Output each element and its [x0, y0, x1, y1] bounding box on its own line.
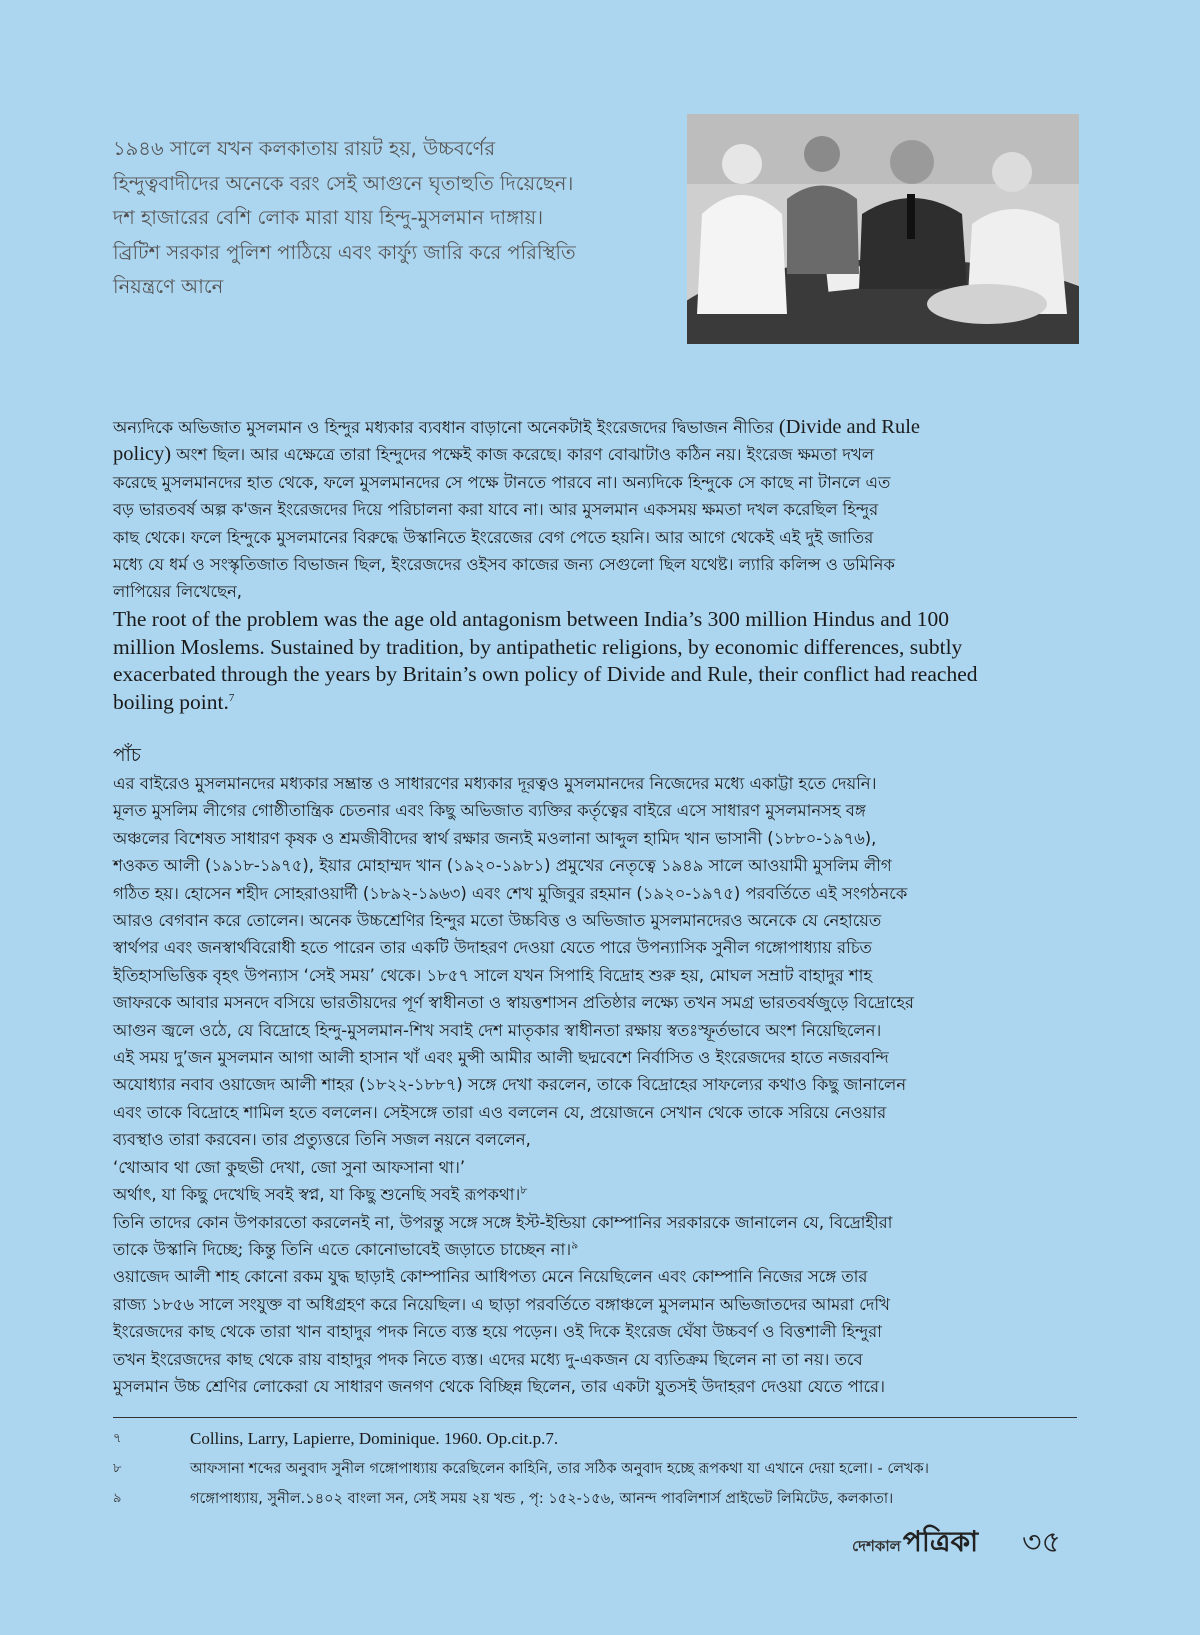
- text-line: এবং তাকে বিদ্রোহে শামিল হতে বললেন। সেইসঙ্গে তারা এও বললেন যে, প্রয়োজনে সেখান থেকে তাকে সরিয়ে নেওয়ার: [113, 1102, 887, 1122]
- footnote-number: ৭: [113, 1431, 122, 1446]
- text-line: এর বাইরেও মুসলমানদের মধ্যকার সম্ভ্রান্ত ও সাধারণের মধ্যকার দূরত্বও মুসলমানদের নিজেদের মধ্যে একাট্টা হতে দেয়নি।: [113, 774, 877, 793]
- text-line: এই সময় দু’জন মুসলমান আগা আলী হাসান খাঁ এবং মুন্সী আমীর আলী ছদ্মবেশে নির্বাসিত ও ইংরেজদের হাতে নজরবন্দি: [113, 1048, 889, 1068]
- paragraph-section-five: [113, 770, 1071, 1400]
- footnote-divider: [113, 1417, 1077, 1418]
- text-line: অর্থাৎ, যা কিছু দেখেছি সবই স্বপ্ন, যা কিছু শুনেছি সবই রূপকথা।: [113, 1185, 521, 1205]
- photo-caption: [113, 132, 673, 305]
- caption-line: ১৯৪৬ সালে যখন কলকাতায় রায়ট হয়, উচ্চবর্ণের: [113, 137, 496, 160]
- text-line: শওকত আলী (১৯১৮-১৯৭৫), ইয়ার মোহাম্মদ খান (১৯২০-১৯৮১) প্রমুখের নেতৃত্বে ১৯৪৯ সালে আওয়ামী মুসলিম লীগ: [113, 856, 892, 876]
- text-line: করেছে মুসলমানদের হাত থেকে, ফলে মুসলমানদের সে পক্ষে টানতে পারবে না। অন্যদিকে হিন্দুকে সে কাছে না টানলে এত: [113, 472, 891, 492]
- footnote-ref: ৮: [520, 1183, 528, 1197]
- text-line: বড় ভারতবর্ষ অল্প ক'জন ইংরেজদের দিয়ে পরিচালনা করা যাবে না। আর মুসলমান একসময় ক্ষমতা দখল করেছিল হিন্দুর: [113, 500, 879, 520]
- text-line: তিনি তাদের কোন উপকারতো করলেনই না, উপরন্তু সঙ্গে সঙ্গে ইস্ট-ইন্ডিয়া কোম্পানির সরকারকে জানালেন যে, বিদ্রোহীরা: [113, 1212, 893, 1232]
- historic-meeting-photo: [687, 114, 1079, 344]
- caption-line: নিয়ন্ত্রণে আনে: [113, 275, 224, 298]
- footnote-text: আফসানা শব্দের অনুবাদ সুনীল গঙ্গোপাধ্যায় করেছিলেন কাহিনি, তার সঠিক অনুবাদ হচ্ছে রূপকথা যা এখানে দেয়া হলো। - লেখক।: [190, 1461, 929, 1477]
- text-line: অঞ্চলের বিশেষত সাধারণ কৃষক ও শ্রমজীবীদের স্বার্থ রক্ষার জন্যই মওলানা আব্দুল হামিদ খান ভাসানী (১৮৮০-১৯৭৬),: [113, 828, 877, 848]
- text-line: অংশ ছিল। আর এক্ষেত্রে তারা হিন্দুদের পক্ষেই কাজ করেছে। কারণ বোঝাটাও কঠিন নয়। ইংরেজ ক্ষমতা দখল: [171, 445, 874, 465]
- text-line: ব্যবস্থাও তারা করবেন। তার প্রত্যুত্তরে তিনি সজল নয়নে বললেন,: [113, 1130, 531, 1150]
- text-line: মধ্যে যে ধর্ম ও সংস্কৃতিজাত বিভাজন ছিল, ইংরেজদের ওইসব কাজের জন্য সেগুলো ছিল যথেষ্ট। ল্যারি কলিন্স ও ডমিনিক: [113, 555, 895, 575]
- text-line: অযোধ্যার নবাব ওয়াজেদ আলী শাহর (১৮২২-১৮৮৭) সঙ্গে দেখা করলেন, তাকে বিদ্রোহের সাফল্যের কথাও কিছু জানালেন: [113, 1075, 907, 1095]
- text-line: ইতিহাসভিত্তিক বৃহৎ উপন্যাস ‘সেই সময়’ থেকে। ১৮৫৭ সালে যখন সিপাহি বিদ্রোহ শুরু হয়, মোঘল সম্রাট বাহাদুর শাহ: [113, 965, 872, 985]
- logo-big-text: পত্রিকা: [902, 1525, 979, 1558]
- inline-english: policy): [113, 443, 172, 466]
- text-line: ওয়াজেদ আলী শাহ কোনো রকম যুদ্ধ ছাড়াই কোম্পানির আধিপত্য মেনে নিয়েছিলেন এবং কোম্পানি নিজের সঙ্গে তার: [113, 1267, 868, 1287]
- english-quote: [113, 606, 1071, 716]
- logo-small-text: দেশকাল: [852, 1537, 901, 1555]
- footnote: [113, 1457, 1077, 1481]
- inline-english: (Divide and Rule: [778, 416, 921, 438]
- quote-line: boiling point.: [113, 689, 229, 714]
- footnote-ref: ৯: [571, 1238, 579, 1252]
- caption-line: ব্রিটিশ সরকার পুলিশ পাঠিয়ে এবং কার্ফ্যু জারি করে পরিস্থিতি: [113, 240, 576, 264]
- text-line: স্বার্থপর এবং জনস্বার্থবিরোধী হতে পারেন তার একটি উদাহরণ দেওয়া যেতে পারে উপন্যাসিক সুনীল গঙ্গোপাধ্যায় রচিত: [113, 938, 872, 958]
- text-line: রাজ্য ১৮৫৬ সালে সংযুক্ত বা অধিগ্রহণ করে নিয়েছিল। এ ছাড়া পরবর্তিতে বঙ্গাঞ্চলে মুসলমান অভিজাতদের আমরা দেখি: [113, 1294, 890, 1314]
- text-line: তখন ইংরেজদের কাছ থেকে রায় বাহাদুর পদক নিতে ব্যস্ত। এদের মধ্যে দু-একজন যে ব্যতিক্রম ছিলেন না তা নয়। তবে: [113, 1349, 863, 1369]
- text-line: অন্যদিকে অভিজাত মুসলমান ও হিন্দুর মধ্যকার ব্যবধান বাড়ানো অনেকটাই ইংরেজদের দ্বিভাজন নীতির: [113, 418, 774, 437]
- text-line: জাফরকে আবার মসনদে বসিয়ে ভারতীয়দের পূর্ণ স্বাধীনতা ও স্বায়ত্তশাসন প্রতিষ্ঠার লক্ষ্যে তখন সমগ্র ভারতবর্ষজুড়ে বিদ্রোহের: [113, 993, 914, 1013]
- footnote-text: Collins, Larry, Lapierre, Dominique. 1960. Op.cit.p.7.: [190, 1429, 559, 1448]
- text-line: আরও বেগবান করে তোলেন। অনেক উচ্চশ্রেণির হিন্দুর মতো উচ্চবিত্ত ও অভিজাত মুসলমানদেরও অনেকে যে নেহায়েত: [113, 911, 882, 931]
- text-line: আগুন জ্বলে ওঠে, যে বিদ্রোহে হিন্দু-মুসলমান-শিখ সবাই দেশ মাতৃকার স্বাধীনতা রক্ষায় স্বতঃস্ফূর্তভাবে অংশ নিয়েছিলেন।: [113, 1020, 882, 1040]
- quote-line: exacerbated through the years by Britain’s own policy of Divide and Rule, their conflict had reached: [113, 662, 978, 687]
- caption-line: দশ হাজারের বেশি লোক মারা যায় হিন্দু-মুসলমান দাঙ্গায়।: [113, 206, 544, 229]
- quote-line: million Moslems. Sustained by tradition, by antipathetic religions, by economic differences, subtly: [113, 634, 963, 659]
- caption-line: হিন্দুত্ববাদীদের অনেকে বরং সেই আগুনে ঘৃতাহুতি দিয়েছেন।: [113, 171, 574, 195]
- footnote-number: ৮: [113, 1461, 122, 1476]
- text-line: গঠিত হয়। হোসেন শহীদ সোহরাওয়ার্দী (১৮৯২-১৯৬৩) এবং শেখ মুজিবুর রহমান (১৯২০-১৯৭৫) পরবর্তিতে এই সংগঠনকে: [113, 883, 908, 903]
- paragraph-divide-and-rule: [113, 414, 1071, 606]
- footnote-number: ৯: [113, 1491, 122, 1506]
- text-line: কাছ থেকে। ফলে হিন্দুকে মুসলমানের বিরুদ্ধে উস্কানিতে ইংরেজের বেগ পেতে হয়নি। আর আগে থেকেই এই দুই জাতির: [113, 527, 874, 547]
- page-number: ৩৫: [1022, 1525, 1061, 1560]
- footnote: [113, 1427, 1077, 1451]
- text-line: মূলত মুসলিম লীগের গোষ্ঠীতান্ত্রিক চেতনার এবং কিছু অভিজাত ব্যক্তির কর্তৃত্বের বাইরে এসে সাধারণ মুসলমানসহ বঙ্গ: [113, 801, 866, 821]
- text-line: ইংরেজদের কাছ থেকে তারা খান বাহাদুর পদক নিতে ব্যস্ত হয়ে পড়েন। ওই দিকে ইংরেজ ঘেঁষা উচ্চবর্ণ ও বিত্তশালী হিন্দুরা: [113, 1322, 882, 1342]
- urdu-verse-line: ‘খোআব থা জো কুছভী দেখা, জো সুনা আফসানা থা।’: [113, 1157, 466, 1177]
- text-line: লাপিয়ের লিখেছেন,: [113, 582, 243, 602]
- text-line: মুসলমান উচ্চ শ্রেণির লোকেরা যে সাধারণ জনগণ থেকে বিচ্ছিন্ন ছিলেন, তার একটা যুতসই উদাহরণ দেওয়া যেতে পারে।: [113, 1376, 885, 1396]
- footnote: [113, 1487, 1077, 1511]
- magazine-logo: [852, 1520, 978, 1562]
- section-heading: পাঁচ: [113, 745, 141, 766]
- quote-line: The root of the problem was the age old antagonism between India’s 300 million Hindus and 100: [113, 607, 949, 631]
- footnote-ref: 7: [228, 691, 235, 704]
- footnote-text: গঙ্গোপাধ্যায়, সুনীল.১৪০২ বাংলা সন, সেই সময় ২য় খন্ড , পৃ: ১৫২-১৫৬, আনন্দ পাবলিশার্স প্রাইভেট লিমিটেড, কলকাতা।: [190, 1491, 894, 1507]
- text-line: তাকে উস্কানি দিচ্ছে; কিন্তু তিনি এতে কোনোভাবেই জড়াতে চাচ্ছেন না।: [113, 1239, 572, 1259]
